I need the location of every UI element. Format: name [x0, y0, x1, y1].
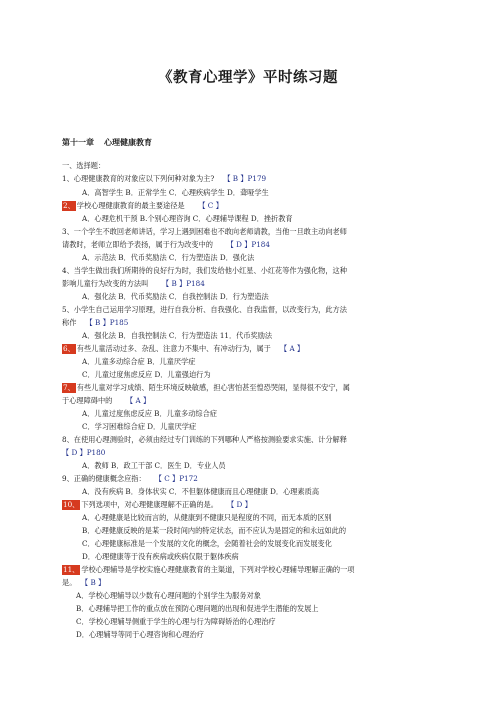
answer-tag: 【 D 】P184 [226, 240, 270, 249]
option-line: A．学校心理辅导以少数有心理问题的个别学生为服务对象 [76, 591, 261, 600]
question-line: 请教时，老师立即给予表扬，属于行为改变中的 【 D 】P184 [62, 240, 270, 249]
question-line [62, 448, 105, 458]
question-line: 于心理障碍中的 【 A 】 [62, 396, 151, 405]
chapter-number: 第十一章 [62, 137, 94, 147]
option-line: B．心理健康反映的是某一段时间内的特定状态，而不应认为是固定的和永远如此的 [82, 526, 347, 535]
question-line: 4、当学生做出我们所期待的良好行为时，我们发给他小红星、小红花等作为强化物，这种 [62, 266, 347, 275]
answer-tag: 【 A 】 [279, 344, 305, 353]
answer-tag: 【 B 】P185 [85, 318, 129, 327]
question-line: 2、 学校心理健康教育的最主要途径是 【 C 】 [63, 201, 223, 210]
chapter-heading [62, 137, 162, 148]
option-line: A．强化法 B．代币奖励法 C．自我控制法 D．行为塑造法 [82, 292, 269, 301]
question-line: 6、 有些儿童活动过多、杂乱、注意力不集中、有冲动行为，属于 【 A 】 [63, 344, 305, 353]
answer-tag: 【 D 】P180 [62, 448, 106, 457]
answer-tag: 【 C 】 [198, 201, 223, 210]
option-line: A．高智学生 B．正常学生 C．心理疾病学生 D．聋哑学生 [82, 188, 269, 197]
option-line: D．心理健康等于没有疾病或疾病仅限于躯体疾病 [82, 552, 239, 561]
question-line: 称作 【 B 】P185 [62, 318, 129, 327]
answer-tag: 【 B 】 [80, 578, 106, 587]
option-line: D．心理辅导等同于心理咨询和心理治疗 [76, 630, 204, 639]
option-line: A．儿童过度焦虑反应 B．儿童多动综合症 [82, 409, 217, 418]
option-line: A．没有疾病 B．身体状实 C．不但躯体健康而且心理健康 D．心理素质高 [82, 487, 320, 496]
option-line: A．教师 B．政工干部 C．医生 D．专业人员 [82, 461, 226, 470]
answer-tag: 【 B 】P184 [161, 279, 205, 288]
option-line: A．心理健康是比较而言的，从健康到不健康只是程度的不同，而无本质的区别 [82, 513, 332, 522]
question-line: 影响儿童行为改变的方法叫 【 B 】P184 [62, 279, 205, 288]
question-line: 是。 【 B 】 [62, 578, 106, 587]
option-line: A．示范法 B．代币奖励法 C．行为塑造法 D．强化法 [82, 253, 255, 262]
answer-tag: 【 D 】 [227, 500, 252, 509]
question-line: 5、小学生自己运用学习原理，进行自我分析、自我强化、自我监督，以改变行为，此方法 [62, 305, 347, 314]
highlight-number: 11、 [63, 565, 80, 574]
answer-tag: 【 C 】P172 [154, 474, 198, 483]
highlight-number: 6、 [63, 344, 75, 353]
question-line: 3、一个学生不敢回老师讲话，学习上遇到困难也不敢向老师请教，当他一旦敢主动向老师 [62, 227, 347, 236]
highlight-number: 2、 [63, 201, 75, 210]
question-line: 8、在使用心理测验时，必须由经过专门训练的下列哪种人严格按测验要求实施、计分解释 [62, 435, 347, 444]
highlight-number: 10、 [63, 500, 80, 509]
question-line: 10、 下列选项中，对心理健康理解不正确的是。 【 D 】 [63, 500, 252, 509]
highlight-number: 7、 [63, 383, 75, 392]
answer-tag: 【 A 】 [126, 396, 151, 405]
option-line: B．心理辅导把工作的重点放在预防心理问题的出现和促进学生潜能的发展上 [76, 604, 319, 613]
answer-tag: 【 B 】P179 [223, 174, 267, 183]
option-line: C．儿童过度焦虑反应 D．儿童强迫行为 [82, 370, 211, 379]
document-title: 《教育心理学》平时练习题 [158, 69, 338, 86]
question-line: 7、 有些儿童对学习成绩、陌生环境反映敏感，担心害怕甚至惶恐哭闹，显得很不安宁，属 [63, 383, 350, 392]
question-line: 9、正确的健康概念应指： 【 C 】P172 [62, 474, 198, 483]
question-line: 11、 学校心理辅导是学校实施心理健康教育的主渠道，下列对学校心理辅导理解正确的一项 [63, 565, 355, 574]
option-line: C．心理健康标准是一个发展的文化的概念，会随着社会的发展变化而发展变化 [82, 539, 332, 548]
option-line: A．心理危机干预 B.个别心理咨询 C．心理辅导课程 D．挫折教育 [82, 214, 293, 223]
section-heading: 一、选择题： [62, 161, 106, 170]
option-line: C．学校心理辅导侧重于学生的心理与行为障碍矫治的心理治疗 [76, 617, 276, 626]
option-line: C．学习困难综合症 D．儿童厌学症 [82, 422, 197, 431]
chapter-name: 心理健康教育 [104, 137, 152, 147]
question-line: 1、心理健康教育的对象应以下列何种对象为主? 【 B 】P179 [62, 174, 267, 183]
option-line: A．儿童多动综合症 B．儿童厌学症 [82, 357, 196, 366]
option-line: A．强化法 B．自我控制法 C．行为塑造法 11．代币奖励法 [82, 331, 273, 340]
